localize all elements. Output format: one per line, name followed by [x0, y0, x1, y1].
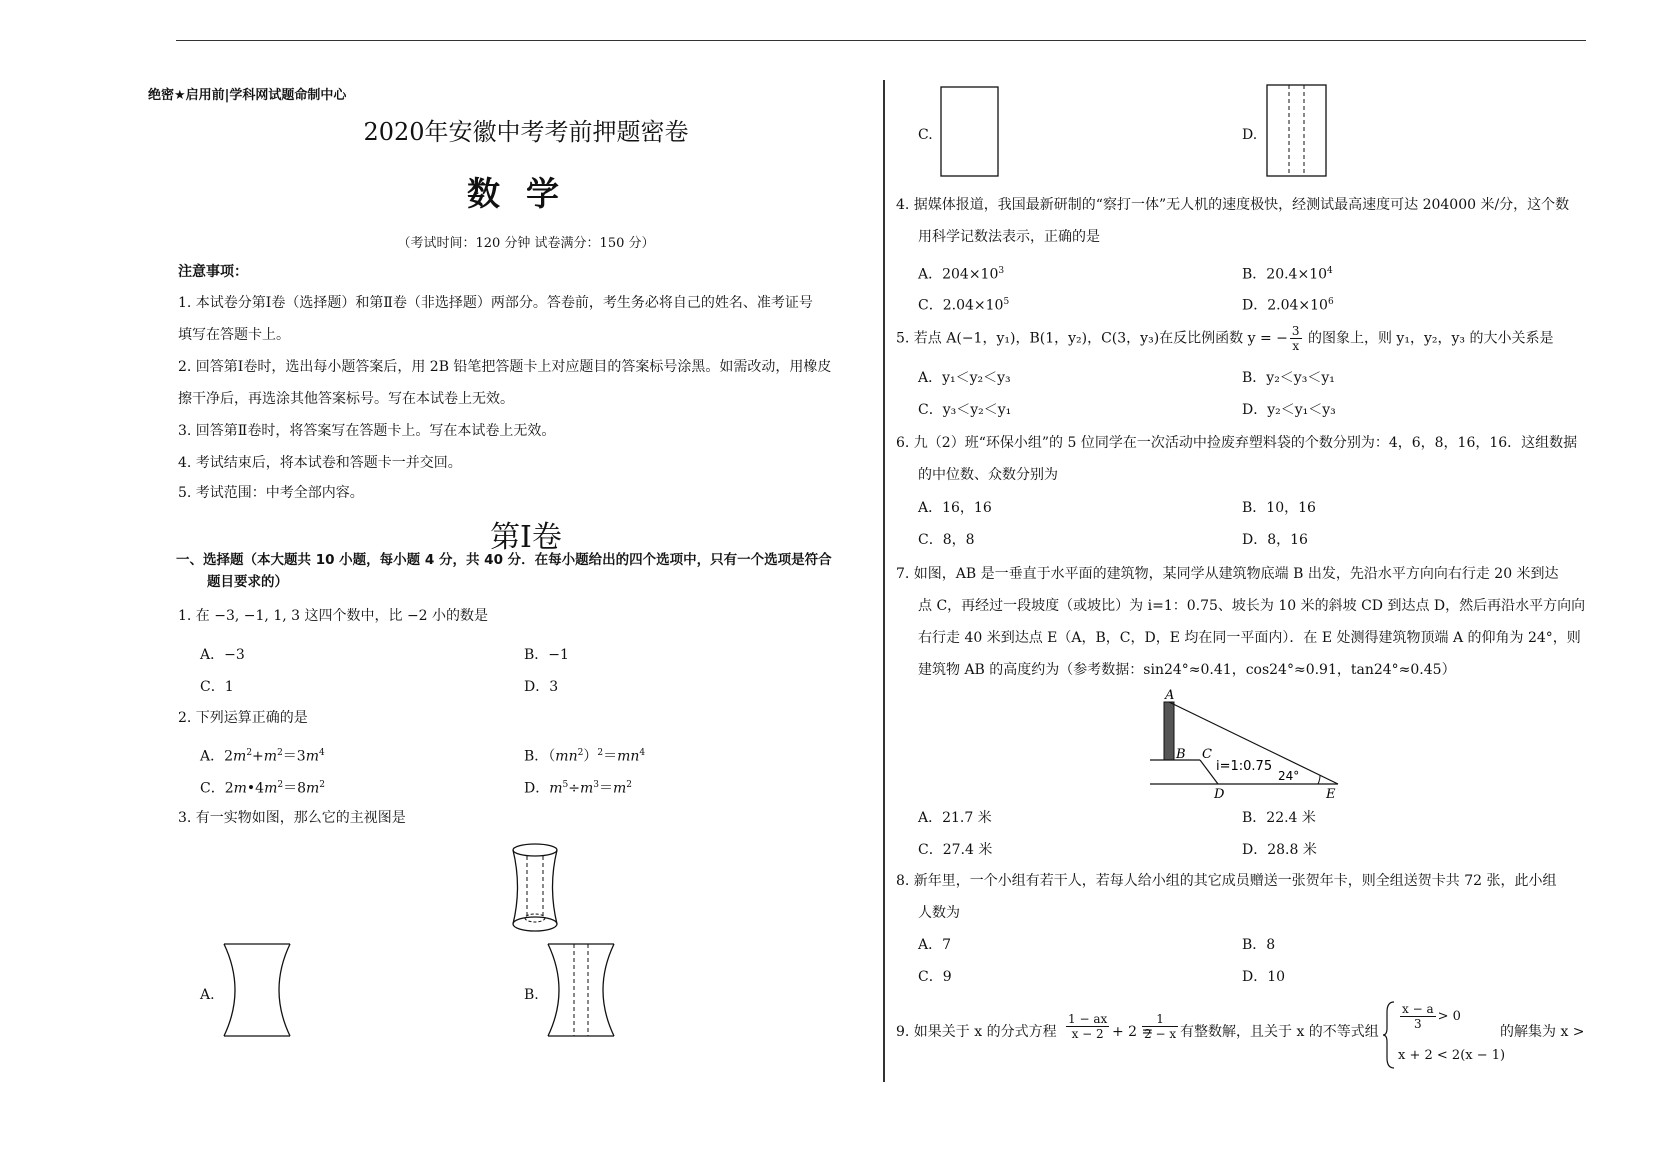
q1-option-c: C．1 — [200, 679, 234, 695]
q5-stem-pre: 5. 若点 A(−1，y₁)，B(1，y₂)，C(3，y₃)在反比例函数 y = − — [896, 330, 1288, 347]
q7-label-c: C — [1202, 747, 1212, 762]
section-heading-cont: 题目要求的） — [207, 574, 288, 590]
q2-option-c: C．$2m•4m^2=8m^2$ — [200, 780, 326, 797]
q8-option-c: C．9 — [918, 969, 952, 985]
q6-option-b: B．10，16 — [1242, 500, 1316, 516]
q4-line2: 用科学记数法表示，正确的是 — [918, 229, 1100, 245]
note-line: 5. 考试范围：中考全部内容。 — [178, 485, 364, 501]
q9-frac2 — [1142, 1012, 1178, 1041]
volume-title: 第Ⅰ卷 — [490, 520, 562, 555]
q7-line2: 点 C，再经过一段坡度（或坡比）为 i=1：0.75、坡长为 10 米的斜坡 CD 到达点 D，然后再沿水平方向向 — [918, 598, 1586, 614]
q7-slope-label: i=1:0.75 — [1216, 759, 1273, 774]
q5-stem — [896, 324, 1553, 353]
secret-line: 绝密★启用前|学科网试题命制中心 — [148, 88, 347, 103]
note-line: 4. 考试结束后，将本试卷和答题卡一并交回。 — [178, 455, 462, 471]
q1-option-d: D．3 — [524, 679, 559, 695]
q1-stem: 1. 在 −3, −1, 1, 3 这四个数中，比 −2 小的数是 — [178, 608, 489, 624]
q9-frac1-den: x − 2 — [1071, 1027, 1104, 1041]
q9-fraction-2 — [1140, 1012, 1180, 1041]
q2-stem: 2. 下列运算正确的是 — [178, 710, 308, 726]
q6-line1: 6. 九（2）班“环保小组”的 5 位同学在一次活动中捡废弃塑料袋的个数分别为：4，6，8，16，16．这组数据 — [896, 435, 1578, 451]
q7-label-e: E — [1326, 787, 1336, 798]
q4-option-c: C．$2.04\times 10^5$ — [918, 297, 1010, 314]
q7-line1: 7. 如图，AB 是一垂直于水平面的建筑物，某同学从建筑物底端 B 出发，先沿水平方向向右行走 20 米到达 — [896, 566, 1559, 582]
q3-option-c-figure — [940, 86, 1000, 178]
q9-ineq1 — [1398, 1002, 1461, 1031]
q4-option-b: B．$20.4\times 10^4$ — [1242, 266, 1333, 283]
q5-option-d: D．y₂＜y₁＜y₃ — [1242, 402, 1336, 418]
q7-geometry-figure — [1150, 688, 1340, 798]
q9-frac1 — [1066, 1012, 1109, 1041]
q9-ineq1-frac — [1400, 1002, 1436, 1031]
q7-option-c: C．27.4 米 — [918, 842, 993, 858]
q9-mid2: 有整数解，且关于 x 的不等式组 — [1180, 1024, 1379, 1040]
q9-frac2-num: 1 — [1142, 1012, 1178, 1027]
q3-option-d: D. — [1242, 127, 1258, 143]
q4-option-a: A．$204\times 10^3$ — [918, 266, 1005, 283]
q7-option-d: D．28.8 米 — [1242, 842, 1317, 858]
q5-stem-post: 的图象上，则 y₁，y₂，y₃ 的大小关系是 — [1303, 330, 1554, 347]
q4-option-d: D．$2.04\times 10^6$ — [1242, 297, 1334, 314]
note-line: 3. 回答第Ⅱ卷时，将答案写在答题卡上。写在本试卷上无效。 — [178, 423, 556, 439]
exam-title: 2020年安徽中考考前押题密卷 — [363, 118, 689, 146]
q9-ineq1-num: x − a — [1402, 1002, 1434, 1016]
q5-option-a: A．y₁＜y₂＜y₃ — [918, 370, 1011, 386]
note-line: 填写在答题卡上。 — [178, 327, 290, 343]
q9-ineq1-den: 3 — [1413, 1017, 1422, 1031]
q9-pre: 9. 如果关于 x 的分式方程 — [896, 1024, 1057, 1040]
q9-brace — [1382, 1000, 1396, 1070]
q9-mid1: + 2 = — [1112, 1024, 1154, 1040]
q1-option-b: B．−1 — [524, 647, 569, 663]
q5-frac-den: x — [1292, 339, 1300, 353]
q8-option-b: B．8 — [1242, 937, 1276, 953]
q7-option-a: A．21.7 米 — [918, 810, 992, 826]
q8-option-d: D．10 — [1242, 969, 1286, 985]
q3-option-b-figure — [546, 942, 618, 1038]
q4-line1: 4. 据媒体报道，我国最新研制的“察打一体”无人机的速度极快，经测试最高速度可达 204000 米/分，这个数 — [896, 197, 1570, 213]
q3-option-d-figure — [1266, 84, 1328, 178]
subject-title: 数学 — [467, 174, 585, 213]
q3-object-figure — [500, 842, 570, 934]
q7-label-d: D — [1214, 787, 1225, 798]
q6-option-a: A．16，16 — [918, 500, 992, 516]
q3-option-a-figure — [222, 942, 294, 1038]
q6-line2: 的中位数、众数分别为 — [918, 467, 1058, 483]
q9-fraction-1 — [1064, 1012, 1111, 1041]
q3-option-c: C. — [918, 127, 933, 143]
q7-line4: 建筑物 AB 的高度约为（参考数据：sin24°≈0.41，cos24°≈0.91，tan24°≈0.45） — [918, 662, 1456, 678]
q6-option-d: D．8，16 — [1242, 532, 1308, 548]
q9-frac2-den: 2 − x — [1144, 1027, 1177, 1041]
q6-option-c: C．8，8 — [918, 532, 975, 548]
q7-line3: 右行走 40 米到达点 E（A，B，C，D，E 均在同一平面内）．在 E 处测得建筑物顶端 A 的仰角为 24°，则 — [918, 630, 1581, 646]
q5-fraction — [1290, 324, 1302, 353]
q3-stem: 3. 有一实物如图，那么它的主视图是 — [178, 810, 406, 826]
notes-heading: 注意事项： — [178, 264, 248, 280]
q9-post: 的解集为 x > — [1500, 1024, 1585, 1040]
q7-angle-label: 24° — [1278, 769, 1300, 783]
section-heading: 一、选择题（本大题共 10 小题，每小题 4 分，共 40 分．在每小题给出的四个选项中，只有一个选项是符合 — [176, 552, 832, 568]
q7-label-a: A — [1165, 688, 1175, 703]
q2-option-b: B．$(mn^2)^2=mn^4$ — [524, 748, 646, 765]
q9-frac1-num: 1 − ax — [1068, 1012, 1108, 1026]
q2-option-d: D．$m^5\div m^3=m^2$ — [524, 780, 633, 797]
q5-option-c: C．y₃＜y₂＜y₁ — [918, 402, 1012, 418]
q5-frac-num: 3 — [1291, 324, 1300, 338]
q9-ineq2: x + 2 < 2(x − 1) — [1398, 1048, 1506, 1063]
q7-option-b: B．22.4 米 — [1242, 810, 1316, 826]
q8-line1: 8. 新年里，一个小组有若干人，若每人给小组的其它成员赠送一张贺年卡，则全组送贺卡共 72 张，此小组 — [896, 873, 1557, 889]
q8-option-a: A．7 — [918, 937, 952, 953]
q9-ineq1-rel: > 0 — [1437, 1009, 1461, 1024]
note-line: 擦干净后，再选涂其他答案标号。写在本试卷上无效。 — [178, 391, 514, 407]
q8-line2: 人数为 — [918, 905, 960, 921]
q3-option-b: B. — [524, 987, 539, 1003]
top-rule — [176, 40, 1586, 41]
q2-option-a: A．$2m^2+m^2=3m^4$ — [200, 748, 325, 765]
q1-option-a: A．−3 — [200, 647, 245, 663]
note-line: 1. 本试卷分第Ⅰ卷（选择题）和第Ⅱ卷（非选择题）两部分。答卷前，考生务必将自己的姓名、准考证号 — [178, 295, 813, 311]
exam-info: （考试时间：120 分钟 试卷满分：150 分） — [397, 236, 655, 251]
q5-option-b: B．y₂＜y₃＜y₁ — [1242, 370, 1335, 386]
note-line: 2. 回答第Ⅰ卷时，选出每小题答案后，用 2B 铅笔把答题卡上对应题目的答案标号涂黑。如需改动，用橡皮 — [178, 359, 832, 375]
q3-option-a: A. — [200, 987, 215, 1003]
q7-label-b: B — [1176, 747, 1186, 762]
